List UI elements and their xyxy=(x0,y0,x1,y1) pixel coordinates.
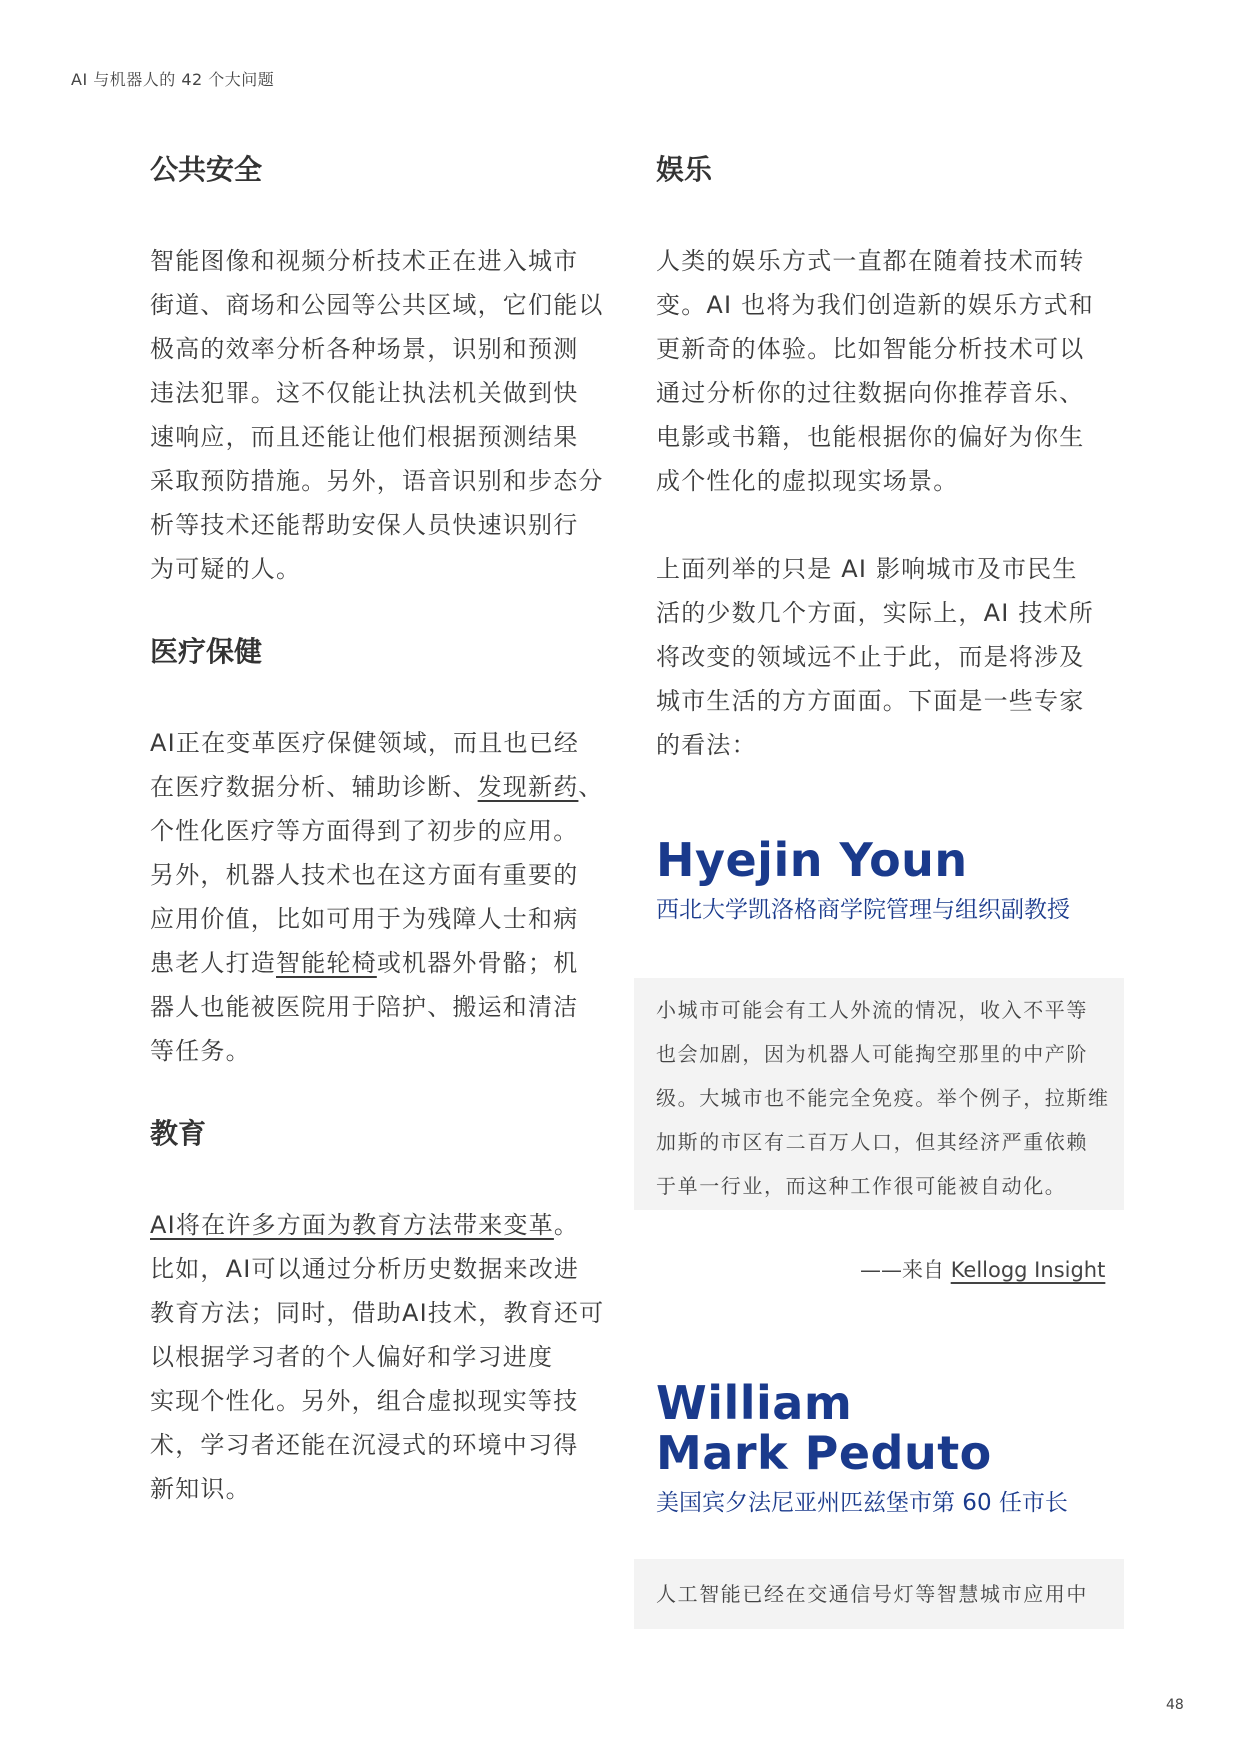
text-line: 术，学习者还能在沉浸式的环境中习得 xyxy=(150,1431,579,1460)
text-line xyxy=(150,1203,600,1247)
quote-text xyxy=(656,988,1110,1208)
expert-name-line: Mark Peduto xyxy=(656,1426,992,1480)
text-line: 以根据学习者的个人偏好和学习进度 xyxy=(150,1343,554,1372)
section-heading: 教育 xyxy=(150,1117,207,1150)
expert-hyejin-youn xyxy=(656,835,1126,927)
text-line: 电影或书籍，也能根据你的偏好为你生 xyxy=(656,423,1085,452)
page-number: 48 xyxy=(1166,1697,1184,1713)
text-line: 通过分析你的过往数据向你推荐音乐、 xyxy=(656,379,1085,408)
paragraph xyxy=(150,721,604,1073)
text-line: 析等技术还能帮助安保人员快速识别行 xyxy=(150,511,579,540)
text-line: 速响应，而且还能让他们根据预测结果 xyxy=(150,423,579,452)
quote-text xyxy=(656,1572,1102,1616)
text-fragment: 患老人打造 xyxy=(150,949,276,978)
text-line: 个性化医疗等方面得到了初步的应用。 xyxy=(150,817,579,846)
text-line: 也会加剧，因为机器人可能掏空那里的中产阶 xyxy=(656,1042,1088,1066)
text-line: 智能图像和视频分析技术正在进入城市 xyxy=(150,247,579,276)
section-public-safety xyxy=(150,150,604,591)
section-healthcare xyxy=(150,632,604,1073)
text-fragment: 或机器外骨骼；机 xyxy=(376,949,579,978)
section-education xyxy=(150,1114,605,1511)
running-head: AI 与机器人的 42 个大问题 xyxy=(71,70,275,89)
text-line xyxy=(150,765,604,809)
text-fragment: 。 xyxy=(553,1211,580,1240)
text-fragment: 在医疗数据分析、辅助诊断、 xyxy=(150,773,478,802)
text-line: 上面列举的只是 AI 影响城市及市民生 xyxy=(656,555,1078,584)
source-prefix: ——来自 xyxy=(860,1258,944,1282)
text-line: 采取预防措施。另外，语音识别和步态分 xyxy=(150,467,604,496)
text-line: 实现个性化。另外，组合虚拟现实等技 xyxy=(150,1387,579,1416)
text-line: 教育方法；同时，借助AI技术，教育还可 xyxy=(150,1299,605,1328)
text-line: 应用价值，比如可用于为残障人士和病 xyxy=(150,905,579,934)
quote-box xyxy=(634,978,1124,1210)
text-line: 于单一行业，而这种工作很可能被自动化。 xyxy=(656,1174,1067,1198)
link-education-change[interactable]: AI将在许多方面为教育方法带来变革 xyxy=(150,1211,554,1240)
paragraph xyxy=(656,547,1106,767)
paragraph xyxy=(150,1203,605,1511)
expert-name xyxy=(656,1378,1126,1478)
link-drug-discovery[interactable]: 发现新药 xyxy=(477,773,579,802)
text-line: 比如，AI可以通过分析历史数据来改进 xyxy=(150,1255,580,1284)
text-line: 器人也能被医院用于陪护、搬运和清洁 xyxy=(150,993,579,1022)
text-line: 违法犯罪。这不仅能让执法机关做到快 xyxy=(150,379,579,408)
text-line: 等任务。 xyxy=(150,1037,251,1066)
text-line: 变。AI 也将为我们创造新的娱乐方式和 xyxy=(656,291,1094,320)
text-line: 新知识。 xyxy=(150,1475,251,1504)
section-heading: 娱乐 xyxy=(656,153,713,186)
expert-name-line: William xyxy=(656,1376,853,1430)
section-heading: 医疗保健 xyxy=(150,635,263,668)
text-line: 活的少数几个方面，实际上，AI 技术所 xyxy=(656,599,1094,628)
text-line: 人类的娱乐方式一直都在随着技术而转 xyxy=(656,247,1085,276)
text-line: 另外，机器人技术也在这方面有重要的 xyxy=(150,861,579,890)
text-line: 将改变的领域远不止于此，而是将涉及 xyxy=(656,643,1085,672)
text-line: 街道、商场和公园等公共区域，它们能以 xyxy=(150,291,604,320)
section-heading: 公共安全 xyxy=(150,153,263,186)
expert-title: 美国宾夕法尼亚州匹兹堡市第 60 任市长 xyxy=(656,1490,1068,1516)
text-line: 城市生活的方方面面。下面是一些专家 xyxy=(656,687,1085,716)
expert-name: Hyejin Youn xyxy=(656,833,968,887)
text-line: 小城市可能会有工人外流的情况，收入不平等 xyxy=(656,998,1088,1022)
text-line: 人工智能已经在交通信号灯等智慧城市应用中 xyxy=(656,1582,1088,1606)
link-smart-wheelchair[interactable]: 智能轮椅 xyxy=(276,949,377,978)
text-line: 的看法： xyxy=(656,731,757,760)
source-link-kellogg-insight[interactable]: Kellogg Insight xyxy=(950,1258,1106,1282)
text-fragment: 、 xyxy=(578,773,604,802)
paragraph xyxy=(150,239,604,591)
text-line: 成个性化的虚拟现实场景。 xyxy=(656,467,959,496)
text-line: 极高的效率分析各种场景，识别和预测 xyxy=(150,335,579,364)
section-entertainment xyxy=(656,150,1106,767)
paragraph xyxy=(656,239,1106,503)
text-line xyxy=(150,941,600,985)
quote-box xyxy=(634,1559,1124,1629)
expert-title: 西北大学凯洛格商学院管理与组织副教授 xyxy=(656,897,1070,923)
text-line: 级。大城市也不能完全免疫。举个例子，拉斯维 xyxy=(656,1086,1110,1110)
text-line: 为可疑的人。 xyxy=(150,555,302,584)
quote-source xyxy=(860,1254,1105,1284)
text-line: 更新奇的体验。比如智能分析技术可以 xyxy=(656,335,1085,364)
text-line: AI正在变革医疗保健领域，而且也已经 xyxy=(150,729,580,758)
text-line: 加斯的市区有二百万人口，但其经济严重依赖 xyxy=(656,1130,1088,1154)
expert-william-mark-peduto xyxy=(656,1378,1126,1520)
